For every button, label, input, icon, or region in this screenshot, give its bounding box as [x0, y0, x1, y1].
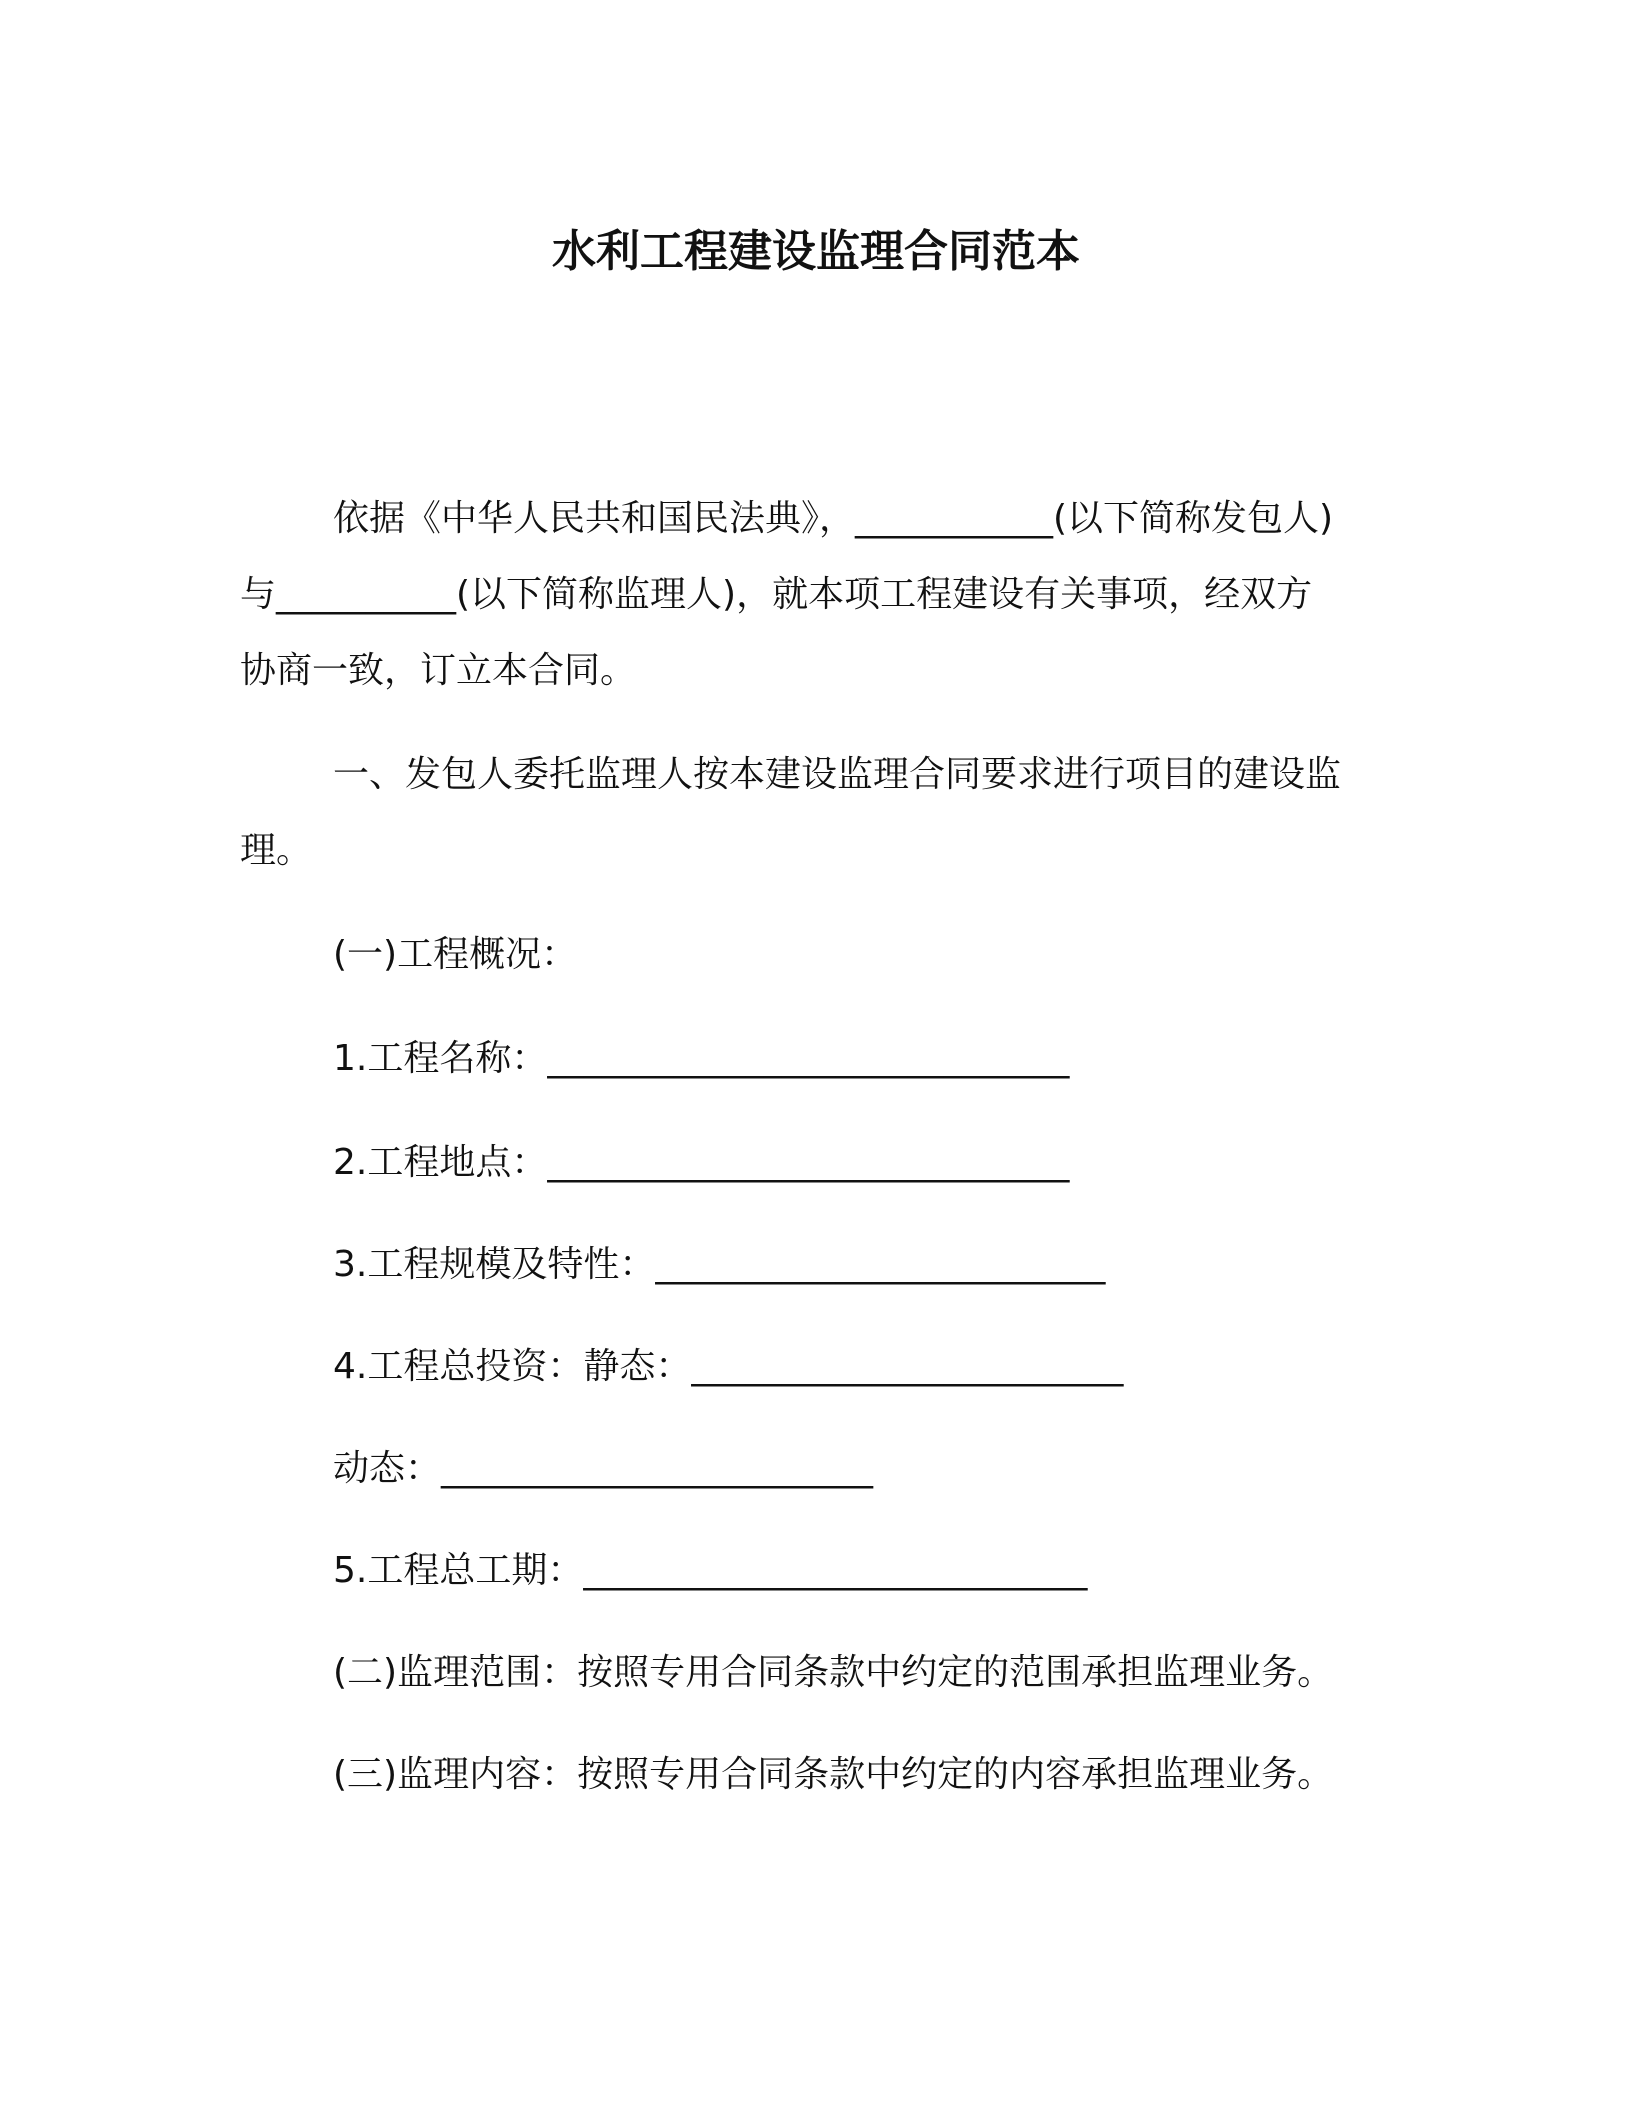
- project-investment-static-line: 4.工程总投资：静态：________________________: [333, 1346, 1124, 1387]
- section-one-line-2: 理。: [240, 830, 313, 871]
- project-location-line: 2.工程地点：_____________________________: [333, 1142, 1070, 1183]
- document-title: 水利工程建设监理合同范本: [552, 226, 1080, 277]
- project-name-line: 1.工程名称：_____________________________: [333, 1038, 1070, 1079]
- project-scale-line: 3.工程规模及特性：_________________________: [333, 1244, 1106, 1285]
- subsection-overview-heading: (一)工程概况：: [333, 934, 578, 975]
- supervision-scope-line: (二)监理范围：按照专用合同条款中约定的范围承担监理业务。: [333, 1652, 1334, 1693]
- paragraph-line-1: 依据《中华人民共和国民法典》，___________(以下简称发包人): [333, 498, 1334, 539]
- section-one-line-1: 一、发包人委托监理人按本建设监理合同要求进行项目的建设监: [333, 754, 1342, 795]
- paragraph-line-2: 与__________(以下简称监理人)，就本项工程建设有关事项，经双方: [240, 574, 1313, 615]
- paragraph-line-3: 协商一致，订立本合同。: [240, 650, 637, 691]
- supervision-content-line: (三)监理内容：按照专用合同条款中约定的内容承担监理业务。: [333, 1754, 1334, 1795]
- project-investment-dynamic-line: 动态：________________________: [333, 1448, 874, 1489]
- project-duration-line: 5.工程总工期：____________________________: [333, 1550, 1088, 1591]
